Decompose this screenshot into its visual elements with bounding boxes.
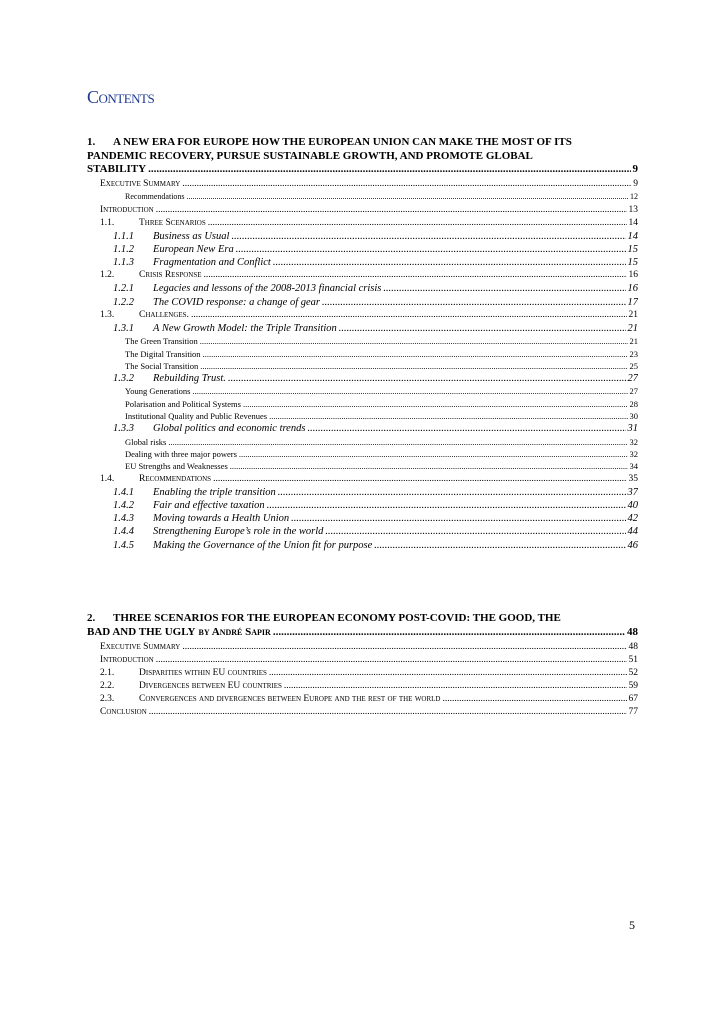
toc-entry[interactable] — [87, 322, 638, 335]
toc-entry-title: European New Era — [153, 243, 234, 255]
toc-entry[interactable] — [87, 282, 638, 295]
chapter-number: 1. — [87, 136, 96, 148]
toc-entry-page: 15 — [627, 243, 638, 255]
dot-leader — [243, 398, 628, 410]
dot-leader — [182, 641, 626, 654]
dot-leader — [269, 667, 627, 680]
toc-entry[interactable] — [87, 641, 638, 654]
toc-entry-title: Global risks — [125, 436, 167, 447]
toc-entry-title: Global politics and economic trends — [153, 423, 306, 435]
dot-leader — [204, 269, 627, 282]
toc-entry-number: 2.3. — [100, 694, 115, 704]
toc-entry-title: The COVID response: a change of gear — [153, 296, 321, 308]
chapter-page: 9 — [632, 163, 638, 175]
dot-leader — [307, 422, 625, 435]
toc-entry[interactable] — [87, 398, 638, 410]
toc-entry[interactable] — [87, 410, 638, 422]
toc-entry-page: 37 — [627, 486, 638, 498]
toc-entry[interactable] — [87, 243, 638, 256]
toc-entry-page: 77 — [628, 707, 638, 717]
toc-entry-page: 16 — [627, 283, 638, 295]
toc-entry-number: 1.1.2 — [113, 243, 134, 255]
page-title: Contents — [87, 87, 155, 107]
toc-entry[interactable] — [87, 448, 638, 460]
toc-entry-page: 42 — [627, 513, 638, 525]
toc-entry-title: Crisis Response — [139, 270, 202, 281]
toc-entry-title: The Social Transition — [125, 360, 199, 371]
toc-entry[interactable] — [87, 525, 638, 538]
toc-entry[interactable] — [87, 693, 638, 706]
toc-entry-title: The Digital Transition — [125, 348, 201, 359]
dot-leader — [168, 436, 627, 448]
toc-entry-page: 14 — [627, 230, 638, 242]
toc-entry-title: Challenges. — [139, 309, 189, 320]
toc-entry[interactable] — [87, 539, 638, 552]
dot-leader — [203, 348, 628, 360]
dot-leader — [230, 460, 628, 472]
toc-entry-page: 67 — [628, 694, 638, 704]
dot-leader — [231, 230, 625, 243]
toc-entry[interactable] — [87, 680, 638, 693]
toc-entry-number: 1.2.2 — [113, 296, 134, 308]
toc-entry-title: Moving towards a Health Union — [153, 513, 290, 525]
toc-entry[interactable] — [87, 460, 638, 472]
toc-entry[interactable] — [87, 385, 638, 397]
dot-leader — [236, 243, 626, 256]
toc-entry[interactable] — [87, 512, 638, 525]
toc-entry-page: 30 — [629, 411, 638, 422]
chapter-title-line: A NEW ERA FOR EUROPE HOW THE EUROPEAN UNION CAN MAKE THE MOST OF ITS — [113, 136, 572, 148]
toc-entry-title: Legacies and lessons of the 2008-2013 financial crisis — [153, 283, 382, 295]
toc-entry-page: 14 — [628, 217, 638, 228]
dot-leader — [322, 296, 625, 309]
toc-entry-page: 52 — [628, 668, 638, 678]
chapter-title-line: BAD AND THE UGLY — [87, 625, 196, 638]
toc-entry-number: 1.2. — [100, 270, 115, 281]
dot-leader — [191, 309, 627, 322]
dot-leader — [213, 473, 626, 486]
toc-entry-title: Three Scenarios — [139, 217, 206, 228]
toc-entry-title: Making the Governance of the Union fit for purpose — [153, 539, 373, 551]
toc-entry-page: 59 — [628, 681, 638, 691]
toc-entry[interactable] — [87, 436, 638, 448]
toc-entry[interactable] — [87, 230, 638, 243]
dot-leader — [383, 282, 625, 295]
dot-leader — [291, 512, 625, 525]
toc-entry-page: 12 — [630, 192, 638, 201]
toc-entry-title: Rebuilding Trust. — [153, 373, 226, 385]
toc-entry-page: 15 — [627, 257, 638, 269]
chapter-author: by André Sapir — [198, 625, 271, 638]
dot-leader — [228, 372, 626, 385]
toc-entry[interactable] — [87, 360, 638, 372]
toc-entry-page: 25 — [629, 360, 638, 371]
chapter-1-heading[interactable] — [87, 136, 638, 177]
toc-entry-title: EU Strengths and Weaknesses — [125, 461, 228, 472]
toc-entry-title: Divergences between EU countries — [139, 681, 282, 691]
toc-entry-title: Institutional Quality and Public Revenues — [125, 411, 268, 422]
chapter-2-heading[interactable] — [87, 612, 638, 639]
toc-entry-number: 1.1.3 — [113, 257, 134, 269]
dot-leader — [325, 525, 625, 538]
dot-leader — [208, 217, 627, 230]
toc-entry-page: 13 — [628, 204, 638, 215]
toc-entry[interactable] — [87, 667, 638, 680]
toc-entry[interactable] — [87, 348, 638, 360]
toc-entry-title: Executive Summary — [100, 642, 181, 652]
toc-entry[interactable] — [87, 499, 638, 512]
toc-entry-page: 31 — [627, 423, 638, 435]
toc-entry-title: Fair and effective taxation — [153, 499, 265, 511]
toc-entry-page: 21 — [629, 336, 638, 347]
toc-entry-page: 16 — [628, 270, 638, 281]
toc-entry[interactable] — [87, 191, 638, 204]
toc-entry-title: Disparities within EU countries — [139, 668, 267, 678]
dot-leader — [273, 256, 626, 269]
toc-entry-title: Recommendations — [125, 192, 185, 201]
toc-entry[interactable] — [87, 486, 638, 499]
dot-leader — [149, 706, 627, 719]
toc-entry-title: Enabling the triple transition — [153, 486, 276, 498]
toc-entry-number: 1.4.4 — [113, 526, 134, 538]
dot-leader — [200, 335, 628, 347]
toc-entry-title: Business as Usual — [153, 230, 230, 242]
toc-entry-page: 23 — [629, 348, 638, 359]
toc-entry-number: 1.1. — [100, 217, 115, 228]
toc-entry[interactable] — [87, 204, 638, 217]
dot-leader — [148, 163, 630, 177]
dot-leader — [374, 539, 625, 552]
toc-entry-number: 2.1. — [100, 668, 115, 678]
dot-leader — [192, 385, 627, 397]
toc-entry[interactable] — [87, 217, 638, 230]
toc-entry-title: Executive Summary — [100, 179, 181, 189]
dot-leader — [269, 410, 627, 422]
toc-entry-title: Introduction — [100, 655, 154, 665]
toc-entry-title: Polarisation and Political Systems — [125, 398, 241, 409]
chapter-title-line: PANDEMIC RECOVERY, PURSUE SUSTAINABLE GROWTH, AND PROMOTE GLOBAL — [87, 149, 533, 162]
toc-entry-title: Fragmentation and Conflict — [153, 257, 271, 269]
dot-leader — [273, 626, 625, 640]
toc-entry[interactable] — [87, 178, 638, 191]
toc-entry-title: Convergences and divergences between Europe and the rest of the world — [139, 694, 441, 704]
dot-leader — [339, 322, 626, 335]
toc-entry-number: 1.1.1 — [113, 230, 134, 242]
toc-entry-page: 27 — [627, 373, 638, 385]
toc-entry[interactable] — [87, 269, 638, 282]
chapter-title-line: THREE SCENARIOS FOR THE EUROPEAN ECONOMY POST-COVID: THE GOOD, THE — [113, 612, 561, 624]
toc-entry-title: Recommendations — [139, 473, 212, 484]
toc-entry-title: Young Generations — [125, 386, 191, 397]
toc-entry-page: 44 — [627, 526, 638, 538]
toc-entry-number: 1.3. — [100, 309, 115, 320]
toc-entry[interactable] — [87, 654, 638, 667]
toc-entry-title: Conclusion — [100, 707, 147, 717]
dot-leader — [278, 486, 626, 499]
toc-entry-page: 9 — [633, 179, 638, 189]
toc-entry-page: 32 — [629, 448, 638, 459]
dot-leader — [182, 178, 631, 191]
chapter-1-entries — [87, 178, 638, 552]
toc-entry-title: A New Growth Model: the Triple Transition — [153, 322, 337, 334]
toc-entry-number: 1.4.5 — [113, 539, 134, 551]
dot-leader — [187, 191, 628, 204]
toc-entry-number: 1.3.3 — [113, 423, 134, 435]
chapter-2-entries — [87, 641, 638, 719]
toc-entry-title: Dealing with three major powers — [125, 448, 237, 459]
chapter-number: 2. — [87, 612, 96, 624]
toc-entry-title: Strengthening Europe’s role in the world — [153, 526, 324, 538]
toc-entry-number: 1.3.2 — [113, 373, 134, 385]
toc-entry[interactable] — [87, 706, 638, 719]
toc-entry-number: 1.4.1 — [113, 486, 134, 498]
page-number: 5 — [629, 918, 635, 932]
toc-entry-number: 1.2.1 — [113, 283, 134, 295]
toc-entry-page: 34 — [629, 461, 638, 472]
toc-entry[interactable] — [87, 309, 638, 322]
toc-entry-page: 48 — [628, 642, 638, 652]
toc-entry-number: 2.2. — [100, 681, 115, 691]
toc-entry-page: 27 — [629, 386, 638, 397]
dot-leader — [200, 360, 627, 372]
toc-entry[interactable] — [87, 422, 638, 435]
chapter-page: 48 — [627, 625, 638, 638]
toc-entry-page: 40 — [627, 499, 638, 511]
dot-leader — [156, 654, 627, 667]
dot-leader — [239, 448, 628, 460]
toc-entry-number: 1.3.1 — [113, 322, 134, 334]
toc-entry-number: 1.4. — [100, 473, 115, 484]
toc-entry-title: The Green Transition — [125, 336, 198, 347]
toc-entry-page: 51 — [628, 655, 638, 665]
toc-entry-number: 1.4.2 — [113, 499, 134, 511]
toc-entry[interactable] — [87, 296, 638, 309]
dot-leader — [267, 499, 626, 512]
toc-entry-page: 32 — [629, 436, 638, 447]
toc-entry-page: 46 — [627, 539, 638, 551]
toc-entry-page: 21 — [628, 309, 638, 320]
toc-entry-number: 1.4.3 — [113, 513, 134, 525]
dot-leader — [156, 204, 627, 217]
toc-entry-page: 35 — [628, 473, 638, 484]
toc-entry-page: 17 — [627, 296, 638, 308]
dot-leader — [284, 680, 627, 693]
toc-entry-page: 21 — [627, 322, 638, 334]
toc-entry-page: 28 — [629, 398, 638, 409]
dot-leader — [443, 693, 627, 706]
toc-entry[interactable] — [87, 335, 638, 347]
toc-entry-title: Introduction — [100, 204, 154, 215]
toc-entry[interactable] — [87, 372, 638, 385]
chapter-title-line: STABILITY — [87, 163, 147, 175]
toc-entry[interactable] — [87, 256, 638, 269]
toc-entry[interactable] — [87, 473, 638, 486]
